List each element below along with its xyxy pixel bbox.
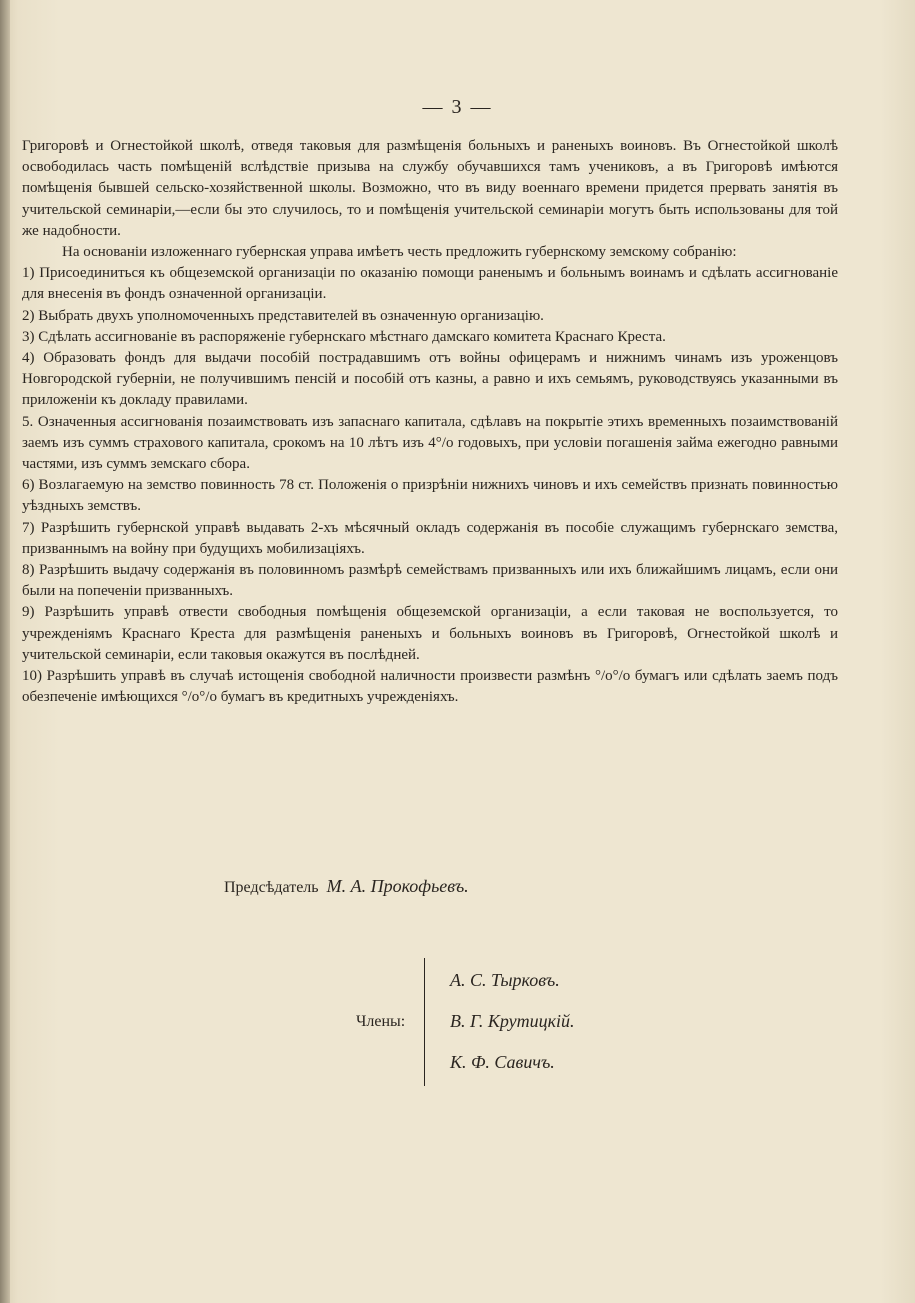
paragraph-proposal-intro: На основаніи изложеннаго губернская управа имѣетъ честь предложить губернскому земскому собранію: <box>62 244 737 261</box>
proposal-item-10: 10) Разрѣшить управѣ въ случаѣ истощенія свободной наличности произвести размѣнъ °/о°/о бумагъ или сдѣлать заемъ подъ обезпеченіе имѣющихся °/о°/о бумагъ въ кредитныхъ учрежденіяхъ. <box>22 668 838 706</box>
page-gutter <box>0 0 10 1303</box>
members-list <box>450 970 575 1093</box>
proposal-item-3: 3) Сдѣлать ассигнованіе въ распоряженіе губернскаго мѣстнаго дамскаго комитета Краснаго Креста. <box>22 328 666 345</box>
members-label: Члены: <box>356 1013 406 1030</box>
chairman-signature <box>224 876 469 897</box>
member-name: А. С. Тырковъ. <box>450 970 560 990</box>
proposal-item-2: 2) Выбрать двухъ уполномоченныхъ представителей въ означенную организацію. <box>22 307 544 324</box>
member-name: К. Ф. Савичъ. <box>450 1052 555 1072</box>
page-number: — 3 — <box>422 96 493 118</box>
proposal-item-1: 1) Присоединиться къ общеземской организаціи по оказанію помощи раненымъ и больнымъ воинамъ и сдѣлать ассигнованіе для внесенія въ фондъ означенной организаціи. <box>22 265 838 303</box>
proposal-item-9: 9) Разрѣшить управѣ отвести свободныя помѣщенія общеземской организаціи, а если таковая не воспользуется, то учрежденіямъ Краснаго Креста для размѣщенія раненыхъ и больныхъ воиновъ въ Григоровѣ, Огнестойкой школѣ и учительской семинаріи, если таковыя окажутся въ послѣдней. <box>22 604 838 663</box>
document-body <box>22 136 838 708</box>
chairman-title: Предсѣдатель <box>224 879 319 896</box>
proposal-item-8: 8) Разрѣшить выдачу содержанія въ половинномъ размѣрѣ семействамъ призванныхъ или ихъ ближайшимъ лицамъ, если они были на попеченіи призванныхъ. <box>22 562 838 600</box>
members-brace <box>424 958 435 1086</box>
proposal-item-4: 4) Образовать фондъ для выдачи пособій пострадавшимъ отъ войны офицерамъ и нижнимъ чинамъ изъ уроженцовъ Новгородской губерніи, не получившимъ пенсій и пособій отъ казны, а равно и ихъ семьямъ, руководствуясь указанными въ приложеніи къ докладу правилами. <box>22 350 838 409</box>
chairman-name: М. А. Прокофьевъ. <box>326 876 469 896</box>
proposal-item-7: 7) Разрѣшить губернской управѣ выдавать 2-хъ мѣсячный окладъ содержанія въ пособіе служащимъ губернскаго земства, призваннымъ на войну при будущихъ мобилизаціяхъ. <box>22 519 838 557</box>
proposal-item-5: 5. Означенныя ассигнованія позаимствовать изъ запаснаго капитала, сдѣлавъ на покрытіе этихъ временныхъ позаимствованій заемъ изъ суммъ страхового капитала, срокомъ на 10 лѣтъ изъ 4°/о годовыхъ, при условіи погашенія займа ежегодно равными частями, изъ суммъ земскаго сбора. <box>22 413 838 473</box>
paragraph-continuation: Григоровѣ и Огнестойкой школѣ, отведя таковыя для размѣщенія больныхъ и раненыхъ воиновъ. Въ Огнестойкой школѣ освободилась часть помѣщеній вслѣдствіе призыва на службу обучавшихся тамъ учениковъ, а въ Григоровѣ имѣются помѣщенія бывшей сельско-хозяйственной школы. Возможно, что въ виду военнаго времени придется прервать занятія въ учительской семинаріи,—если бы это случилось, то и помѣщенія учительской семинаріи могутъ быть использованы для той же надобности. <box>22 138 838 239</box>
member-name: В. Г. Крутицкій. <box>450 1011 575 1031</box>
proposal-item-6: 6) Возлагаемую на земство повинность 78 ст. Положенія о призрѣніи нижнихъ чиновъ и ихъ семействъ признать повинностью уѣздныхъ земствъ. <box>22 477 838 515</box>
